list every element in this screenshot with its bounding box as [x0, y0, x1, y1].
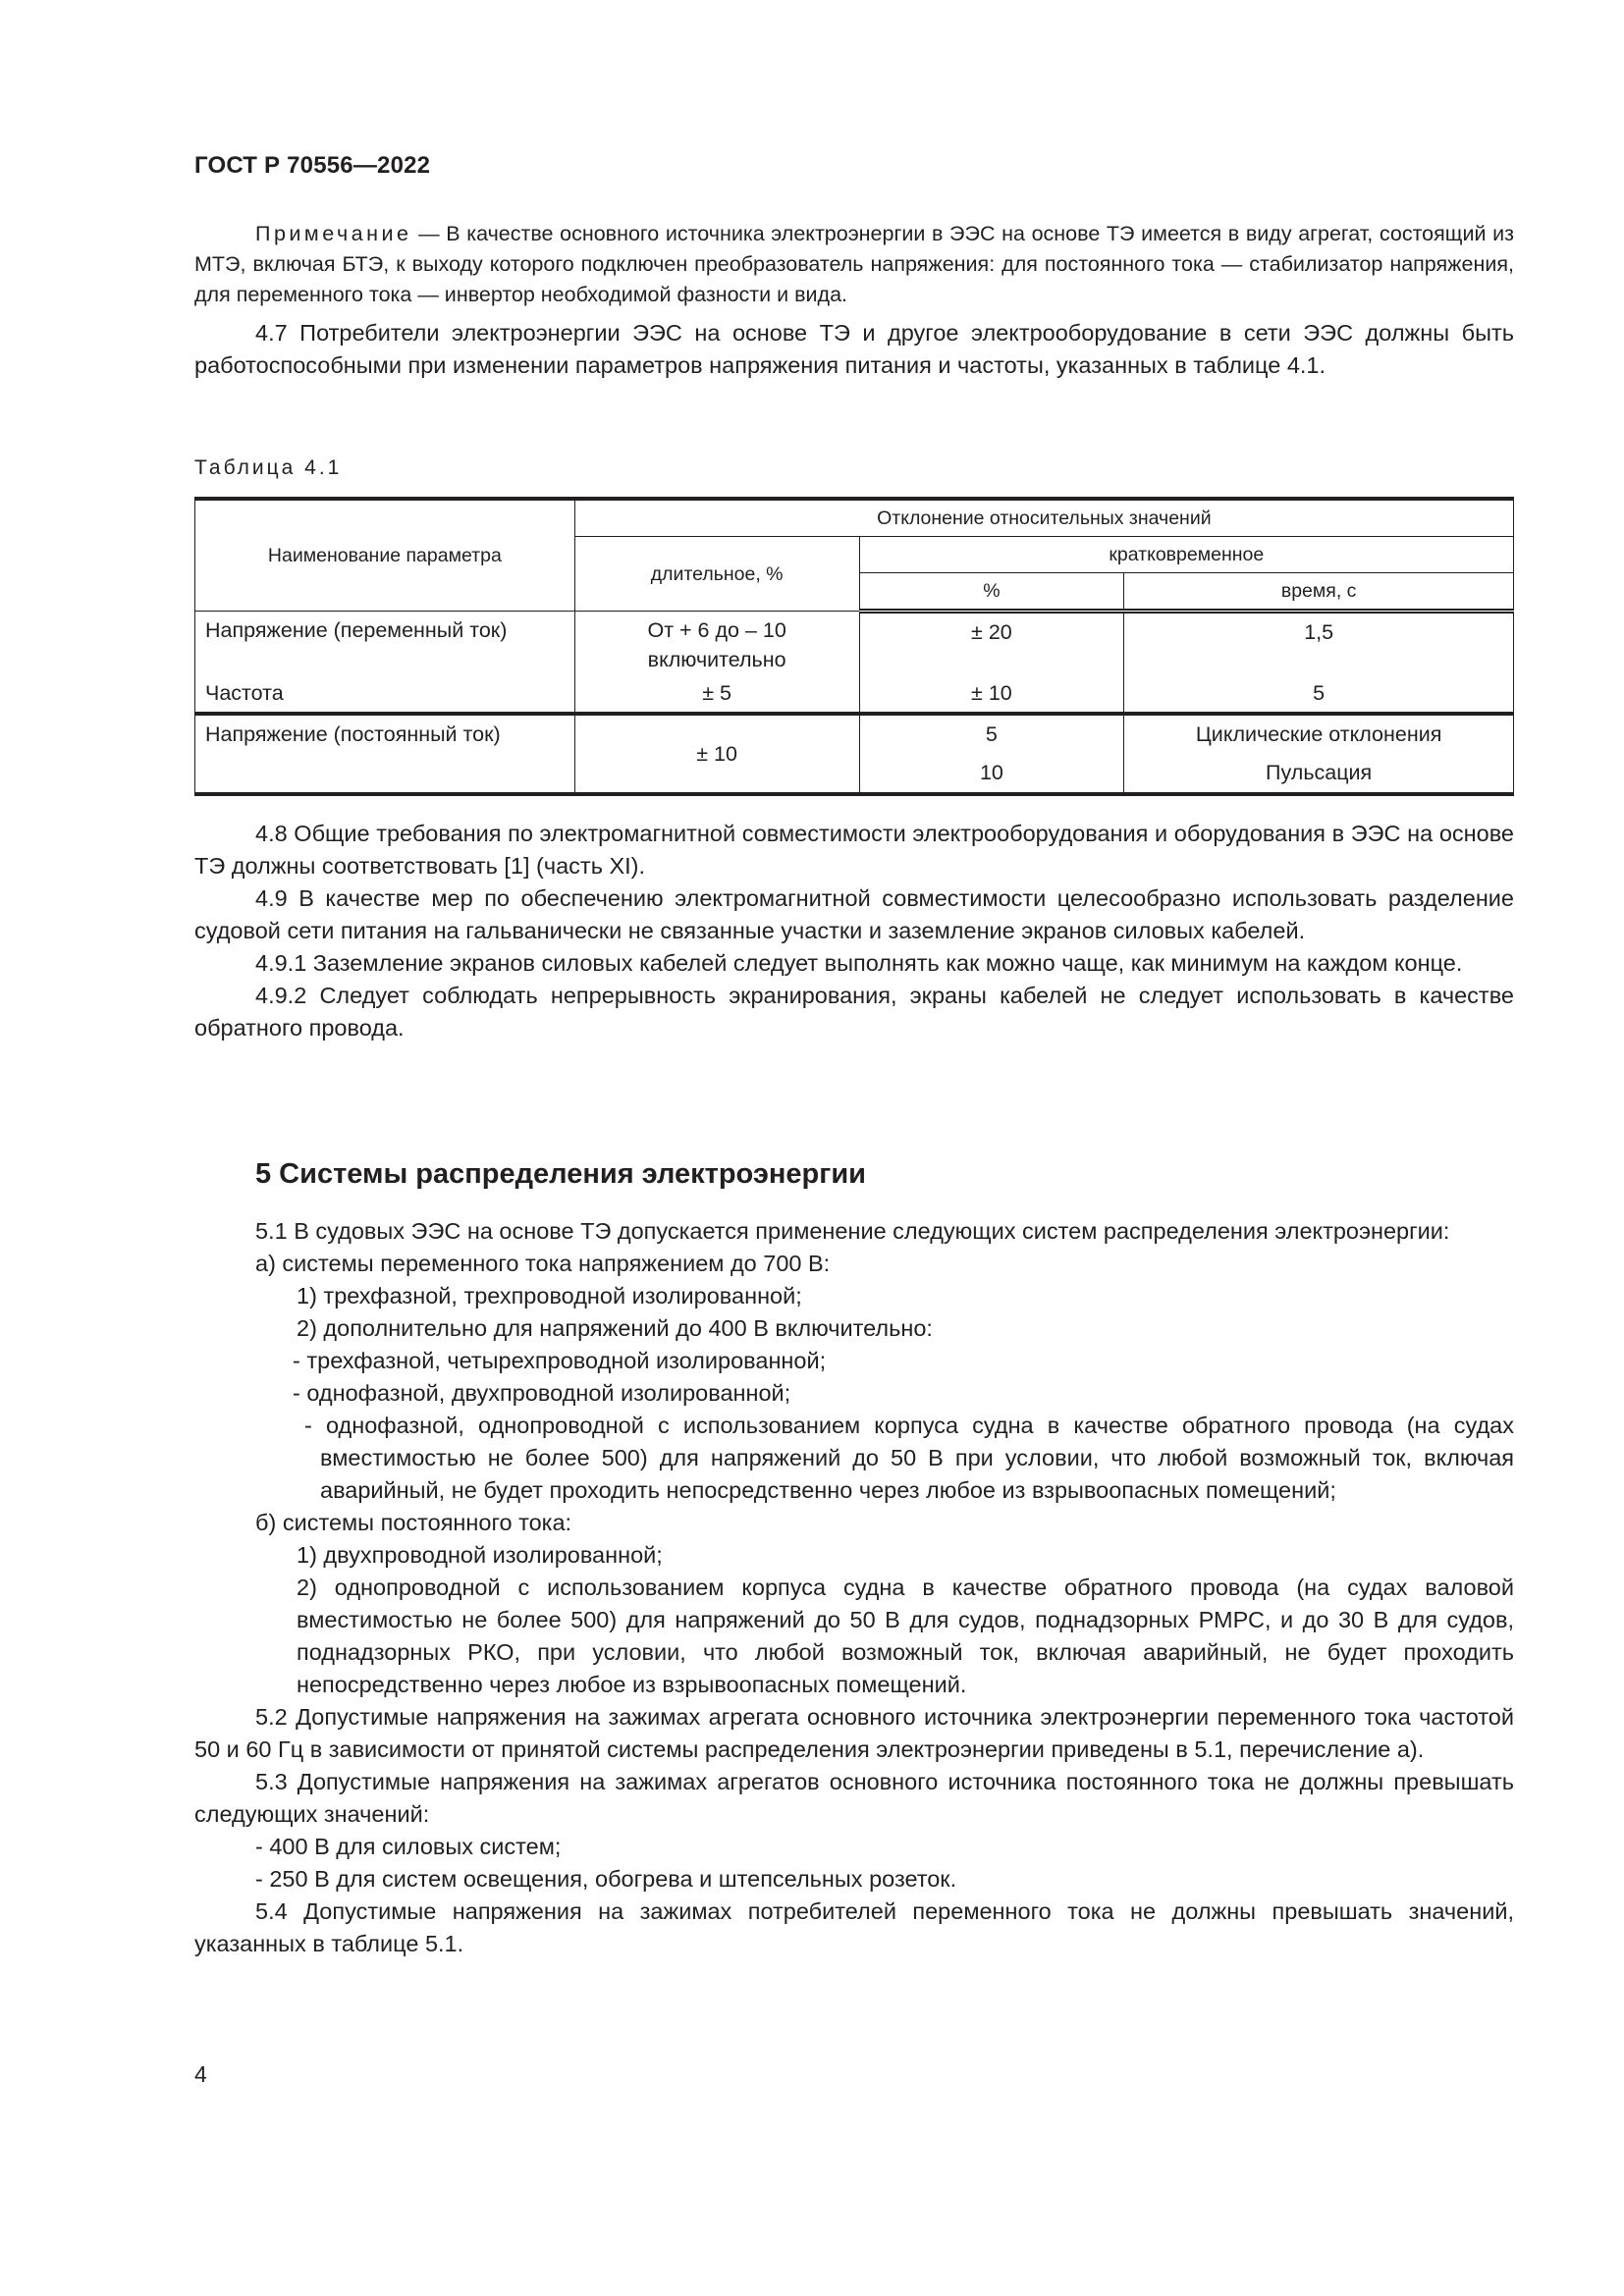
- list-item: а) системы переменного тока напряжением до 700 В:: [255, 1251, 831, 1276]
- page-number: 4: [194, 2061, 207, 2087]
- table-row: [195, 674, 1514, 714]
- header-time: время, с: [1124, 573, 1514, 612]
- section-4-8-4-9: [194, 818, 1514, 1044]
- list-item: 2) однопроводной с использованием корпуса судна в качестве обратного провода (на судах валовой вместимостью не более 500) для напряжений до 50 В для судов, поднадзорных РМРС, и до 30 В для судов, поднадзорных РКО, при условии, что любой возможный ток, включая аварийный, не будет проходить непосредственно через любое из взрывоопасных помещений.: [297, 1575, 1514, 1697]
- header-short-term: кратковременное: [859, 537, 1513, 573]
- paragraph-4-7: [194, 317, 1514, 382]
- list-item: б) системы постоянного тока:: [255, 1510, 572, 1535]
- cell-param: Напряжение (постоянный ток): [195, 714, 575, 794]
- paragraph-5-2: 5.2 Допустимые напряжения на зажимах агрегата основного источника электроэнергии переменного тока частотой 50 и 60 Гц в зависимости от принятой системы распределения электроэнергии приведены в 5.1, перечисление а).: [194, 1704, 1514, 1762]
- paragraph-4-9: 4.9 В качестве мер по обеспечению электромагнитной совместимости целесообразно использовать разделение судовой сети питания на гальванически не связанные участки и заземление экранов силовых кабелей.: [194, 885, 1514, 943]
- cell-short-pct: 5: [859, 714, 1124, 753]
- cell-long: ± 5: [574, 674, 859, 714]
- note-text: — В качестве основного источника электроэнергии в ЭЭС на основе ТЭ имеется в виду агрегат, состоящий из МТЭ, включая БТЭ, к выходу которого подключен преобразователь напряжения: для постоянного тока — стабилизатор напряжения, для переменного тока — инвертор необходимой фазности и вида.: [194, 222, 1514, 306]
- cell-param: Частота: [195, 674, 575, 714]
- cell-short-pct: ± 10: [859, 674, 1124, 714]
- cell-short-pct: ± 20: [859, 612, 1124, 675]
- cell-long: ± 10: [574, 714, 859, 794]
- list-item: - однофазной, однопроводной с использованием корпуса судна в качестве обратного провода (на судах вместимостью не более 500) для напряжений до 50 В при условии, что любой возможный ток, включая аварийный, не будет проходить непосредственно через любое из взрывоопасных помещений;: [304, 1413, 1514, 1503]
- section-5-body: [194, 1215, 1514, 1960]
- header-long-term: длительное, %: [574, 537, 859, 612]
- paragraph-4-9-1: 4.9.1 Заземление экранов силовых кабелей следует выполнять как можно чаще, как минимум на каждом конце.: [255, 950, 1463, 976]
- section-5-heading: 5 Системы распределения электроэнергии: [255, 1158, 866, 1190]
- list-item: - 400 В для силовых систем;: [255, 1834, 562, 1859]
- list-item: - однофазной, двухпроводной изолированной;: [293, 1380, 791, 1406]
- paragraph-4-8: 4.8 Общие требования по электромагнитной совместимости электрооборудования и оборудования в ЭЭС на основе ТЭ должны соответствовать [1] (часть XI).: [194, 821, 1514, 879]
- table-4-1: [194, 497, 1514, 796]
- table-row: [195, 714, 1514, 753]
- header-percent: %: [859, 573, 1124, 612]
- cell-short-time: Пульсация: [1124, 753, 1514, 794]
- list-item: 2) дополнительно для напряжений до 400 В включительно:: [297, 1315, 933, 1341]
- list-item: 1) двухпроводной изолированной;: [297, 1542, 663, 1568]
- paragraph-4-9-2: 4.9.2 Следует соблюдать непрерывность экранирования, экраны кабелей не следует использовать в качестве обратного провода.: [194, 983, 1514, 1041]
- cell-short-pct: 10: [859, 753, 1124, 794]
- paragraph-text: 4.7 Потребители электроэнергии ЭЭС на основе ТЭ и другое электрооборудование в сети ЭЭС должны быть работоспособными при изменении параметров напряжения питания и частоты, указанных в таблице 4.1.: [194, 320, 1514, 378]
- header-deviation: Отклонение относительных значений: [574, 499, 1513, 537]
- cell-param: Напряжение (переменный ток): [195, 612, 575, 675]
- cell-short-time: Циклические отклонения: [1124, 714, 1514, 753]
- paragraph-5-1: 5.1 В судовых ЭЭС на основе ТЭ допускается применение следующих систем распределения электроэнергии:: [255, 1218, 1450, 1244]
- paragraph-5-3: 5.3 Допустимые напряжения на зажимах агрегатов основного источника постоянного тока не должны превышать следующих значений:: [194, 1769, 1514, 1827]
- note-block: [194, 219, 1514, 310]
- table-row: [195, 612, 1514, 675]
- cell-short-time: 5: [1124, 674, 1514, 714]
- list-item: - 250 В для систем освещения, обогрева и штепсельных розеток.: [255, 1866, 957, 1892]
- header-param-name: Наименование параметра: [195, 499, 575, 612]
- cell-short-time: 1,5: [1124, 612, 1514, 675]
- document-header: ГОСТ Р 70556—2022: [194, 152, 431, 179]
- table-caption: Таблица 4.1: [194, 456, 343, 479]
- cell-long: От + 6 до – 10 включительно: [574, 612, 859, 675]
- note-label: Примечание: [255, 222, 412, 245]
- paragraph-5-4: 5.4 Допустимые напряжения на зажимах потребителей переменного тока не должны превышать значений, указанных в таблице 5.1.: [194, 1898, 1514, 1956]
- list-item: - трехфазной, четырехпроводной изолированной;: [293, 1348, 827, 1373]
- list-item: 1) трехфазной, трехпроводной изолированной;: [297, 1283, 802, 1308]
